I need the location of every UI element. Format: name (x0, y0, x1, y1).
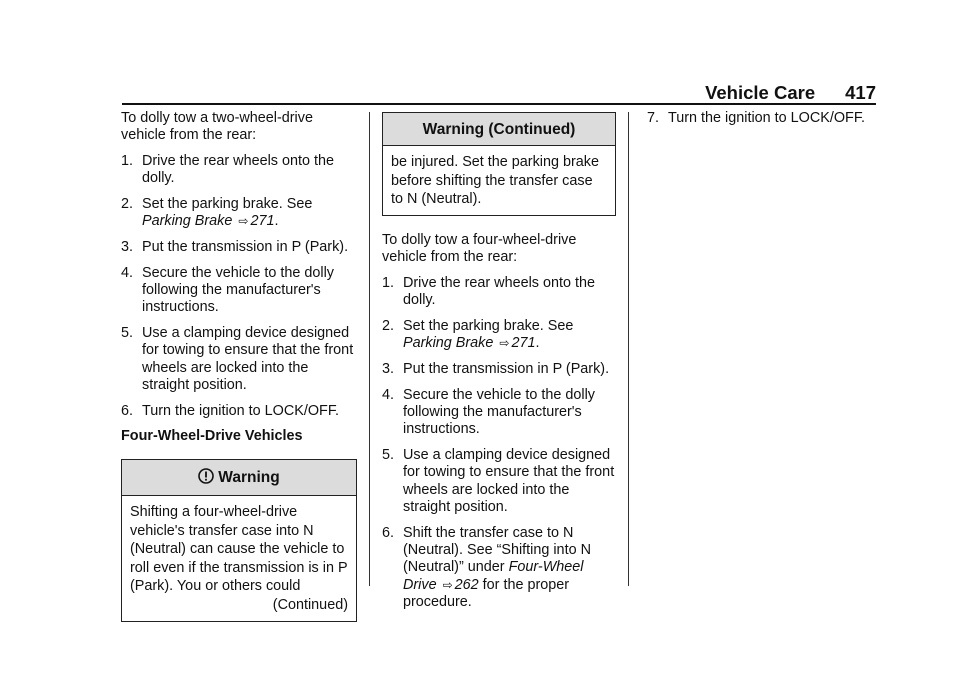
list-item: 5. Use a clamping device designed for towing to ensure that the front wheels are locked into the straight position. (382, 447, 615, 515)
warning-box-continued (382, 112, 616, 216)
list-item: 1. Drive the rear wheels onto the dolly. (121, 152, 334, 186)
intro-four-wheel: To dolly tow a four-wheel-drive vehicle from the rear: (382, 232, 577, 266)
page-number: 417 (845, 82, 876, 103)
page-header (705, 82, 876, 104)
page-ref-icon: ⇨ (238, 213, 249, 228)
page-ref-icon: ⇨ (442, 577, 453, 592)
cross-reference-link[interactable]: Parking Brake (403, 335, 494, 352)
list-item: 3. Put the transmission in P (Park). (121, 238, 349, 255)
page-ref-icon: ⇨ (499, 336, 510, 351)
warning-icon (198, 468, 214, 488)
column-1 (121, 110, 357, 622)
warning-title: Warning (Continued) (422, 121, 576, 138)
subheading-four-wheel: Four-Wheel-Drive Vehicles (121, 428, 303, 445)
list-item: 6. Turn the ignition to LOCK/OFF. (121, 402, 340, 419)
cross-reference-link[interactable]: Four-Wheel Drive (403, 559, 584, 593)
list-item: 6. Shift the transfer case to N (Neutral). See “Shifting into N (Neutral)” under Four-Wheel Drive ⇨ 262 for the proper procedure. (382, 524, 591, 610)
section-title: Vehicle Care (705, 82, 816, 103)
column-3 (647, 110, 887, 136)
column-divider (369, 112, 370, 586)
header-rule (122, 103, 876, 105)
step-list (647, 110, 887, 127)
warning-title: Warning (218, 468, 280, 486)
list-item: 2. Set the parking brake. See Parking Brake ⇨ 271. (121, 195, 313, 229)
step-list (382, 275, 616, 612)
page-ref[interactable]: 271 (511, 335, 536, 352)
warning-body: Shifting a four-wheel-drive vehicle's transfer case into N (Neutral) can cause the vehicle to roll even if the transmission is in P (Park). You or others could (Continued) (130, 504, 348, 614)
list-item: 3. Put the transmission in P (Park). (382, 360, 610, 377)
warning-box (121, 459, 357, 622)
list-item: 2. Set the parking brake. See Parking Brake ⇨ 271. (382, 317, 574, 352)
cross-reference-link[interactable]: Parking Brake (142, 212, 233, 229)
warning-header (122, 460, 356, 496)
page-ref[interactable]: 271 (250, 212, 275, 229)
warning-header (383, 113, 615, 146)
column-divider (628, 112, 629, 586)
list-item: 4. Secure the vehicle to the dolly following the manufacturer's instructions. (121, 264, 334, 316)
warning-body: be injured. Set the parking brake before shifting the transfer case to N (Neutral). (391, 154, 599, 208)
intro-two-wheel: To dolly tow a two-wheel-drive vehicle from the rear: (121, 110, 313, 144)
step-list (121, 153, 357, 420)
continued-label: (Continued) (272, 597, 348, 614)
list-item: 7. Turn the ignition to LOCK/OFF. (647, 110, 866, 126)
list-item: 1. Drive the rear wheels onto the dolly. (382, 274, 595, 308)
column-2 (382, 110, 616, 620)
page-ref[interactable]: 262 (454, 576, 479, 593)
list-item: 5. Use a clamping device designed for towing to ensure that the front wheels are locked into the straight position. (121, 324, 354, 393)
list-item: 4. Secure the vehicle to the dolly following the manufacturer's instructions. (382, 386, 595, 438)
